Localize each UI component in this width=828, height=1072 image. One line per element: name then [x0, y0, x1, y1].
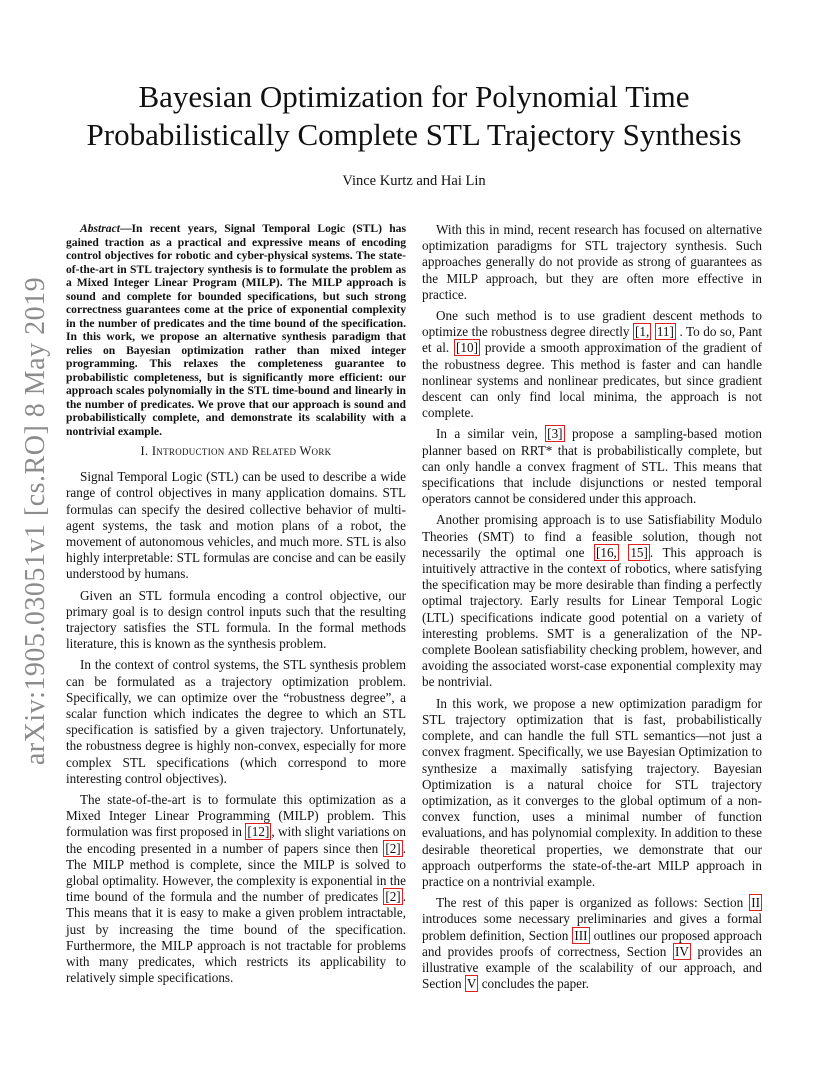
paragraph-text: , with slight variations on the encoding presented in a number of papers since then	[66, 824, 406, 856]
intro-paragraph-7	[422, 426, 762, 507]
intro-paragraph-5: With this in mind, recent research has focused on alternative optimization paradigms for STL trajectory synthesis. Such approaches generally do not provide as strong of guarantees as the MILP approach, but they are often more effective in practice.	[422, 222, 762, 302]
paragraph-text: . This means that it is easy to make a given problem intractable, just by increasing the time bound of the specification. Furthermore, the MILP approach is not tractable for problems with many predicates, which restricts its applicability to relatively simple specifications.	[66, 889, 406, 986]
section-reference-link[interactable]: III	[574, 927, 588, 943]
paragraph-text: In a similar vein,	[436, 426, 546, 442]
paragraph-text: provide a smooth approximation of the gradient of the robustness degree. This method is faster and can handle nonlinear systems and nonlinear predicates, but since gradient descent can only find local minima, the approach is not complete.	[422, 340, 762, 421]
arxiv-identifier-text: arXiv:1905.03051v1 [cs.RO] 8 May 2019	[20, 276, 52, 766]
section-reference-link[interactable]: V	[466, 976, 477, 992]
left-column	[66, 222, 406, 992]
section-heading-introduction: I. Introduction and Related Work	[140, 444, 332, 458]
abstract	[66, 222, 406, 438]
intro-paragraph-4	[66, 792, 406, 986]
citation-link[interactable]: [10]	[456, 340, 479, 356]
paragraph-text: One such method is to use gradient descent methods to optimize the robustness degree directly	[422, 308, 762, 340]
abstract-label: Abstract	[80, 222, 120, 235]
paragraph-text: . To do so, Pant et al.	[422, 324, 762, 356]
intro-paragraph-3: In the context of control systems, the STL synthesis problem can be formulated as a trajectory optimization problem. Specifically, we can optimize over the “robustness degree”, a scalar function which indicates the degree to which an STL specification is satisfied by a given trajectory. Unfortunately, the robustness degree is highly non-convex, especially for more complex STL specifications (which correspond to more interesting control objectives).	[66, 657, 406, 786]
title-line-1: Bayesian Optimization for Polynomial Time	[138, 79, 690, 114]
intro-paragraph-9: In this work, we propose a new optimization paradigm for STL trajectory optimization that is fast, probabilistically complete, and can handle the full STL semantics—not just a convex fragment. Specifically, we use Bayesian Optimization to synthesize a maximally satisfying trajectory. Bayesian Optimization is a natural choice for STL trajectory optimization, as it converges to the global optimum of a non-convex function, uses a minimal number of function evaluations, and has polynomial complexity. In addition to these desirable theoretical properties, we demonstrate that our approach outperforms the state-of-the-art MILP approach in practice on a nontrivial example.	[422, 695, 762, 889]
citation-link[interactable]: 11]	[656, 324, 674, 340]
citation-link[interactable]: [16,	[595, 544, 617, 560]
paragraph-text: . The MILP method is complete, since the MILP is solved to global optimality. However, the complexity is exponential in the time bound of the formula and the number of predicates	[66, 840, 406, 905]
paragraph-text: The rest of this paper is organized as follows: Section	[436, 895, 750, 911]
intro-paragraph-8	[422, 512, 762, 690]
paper-title	[40, 78, 788, 154]
paragraph-text: concludes the paper.	[478, 976, 589, 992]
citation-link[interactable]: [2]	[385, 840, 401, 856]
paragraph-text: outlines our proposed approach and provides proofs of correctness, Section	[422, 927, 762, 959]
paragraph-text: introduces some necessary preliminaries and gives a formal problem definition, Section	[422, 911, 762, 943]
arxiv-identifier-stamp	[10, 275, 62, 767]
paragraph-text: Another promising approach is to use Satisfiability Modulo Theories (SMT) to find a feasible solution, though not necessarily the optimal one	[422, 512, 762, 560]
title-line-2: Probabilistically Complete STL Trajectory Synthesis	[86, 117, 742, 152]
section-reference-link[interactable]: IV	[674, 943, 689, 959]
citation-link[interactable]: [2]	[385, 889, 401, 905]
citation-link[interactable]: 15]	[630, 544, 648, 560]
paragraph-text: . This approach is intuitively attractive in the context of robotics, where satisfying the specification may be more desirable than finding a perfectly optimal trajectory. Early results for Linear Temporal Logic (LTL) specifications indicate good potential on a variety of interesting problems. SMT is a generalization of the NP-complete Boolean satisfiability checking problem, however, and avoiding the associated worst-case exponential complexity may be nontrivial.	[422, 544, 762, 690]
right-column	[422, 222, 762, 997]
citation-link[interactable]: [12]	[247, 824, 270, 840]
citation-link[interactable]: [1,	[635, 324, 650, 340]
paragraph-text: propose a sampling-based motion planner based on RRT* that is probabilistically complete, but can only handle a convex fragment of STL. This means that specifications that include disjunctions or nested temporal operators cannot be considered under this approach.	[422, 426, 762, 507]
intro-paragraph-2: Given an STL formula encoding a control objective, our primary goal is to design control inputs such that the resulting trajectory satisfies the STL formula. In the formal methods literature, this is known as the synthesis problem.	[66, 587, 406, 652]
paragraph-text: The state-of-the-art is to formulate this optimization as a Mixed Integer Linear Programming (MILP) problem. This formulation was first proposed in	[66, 792, 406, 840]
intro-paragraph-1: Signal Temporal Logic (STL) can be used to describe a wide range of control objectives in many application domains. STL formulas can specify the desired collective behavior of multi-agent systems, the task and motion plans of a robot, the movement of autonomous vehicles, and much more. STL is also highly interpretable: STL formulas are concise and can be easily understood by humans.	[66, 469, 406, 582]
section-reference-link[interactable]: II	[751, 895, 760, 911]
intro-paragraph-6	[422, 308, 762, 421]
paragraph-text: provides an illustrative example of the scalability of our approach, and Section	[422, 943, 762, 992]
intro-paragraph-10	[422, 895, 762, 992]
abstract-text: —In recent years, Signal Temporal Logic (STL) has gained traction as a practical and expressive means of encoding control objectives for robotic and cyber-physical systems. The state-of-the-art in STL trajectory synthesis is to formulate the problem as a Mixed Integer Linear Program (MILP). The MILP approach is sound and complete for bounded specifications, but such strong correctness guarantees come at the price of exponential complexity in the number of predicates and the time bound of the specification. In this work, we propose an alternative synthesis paradigm that relies on Bayesian optimization rather than mixed integer programming. This relaxes the completeness guarantee to probabilistic completeness, but is significantly more efficient: our approach scales polynomially in the STL time-bound and linearly in the number of predicates. We prove that our approach is sound and probabilistically complete, and demonstrate its scalability with a nontrivial example.	[66, 222, 406, 438]
citation-link[interactable]: [3]	[547, 426, 563, 442]
author-names: Vince Kurtz and Hai Lin	[342, 173, 486, 189]
